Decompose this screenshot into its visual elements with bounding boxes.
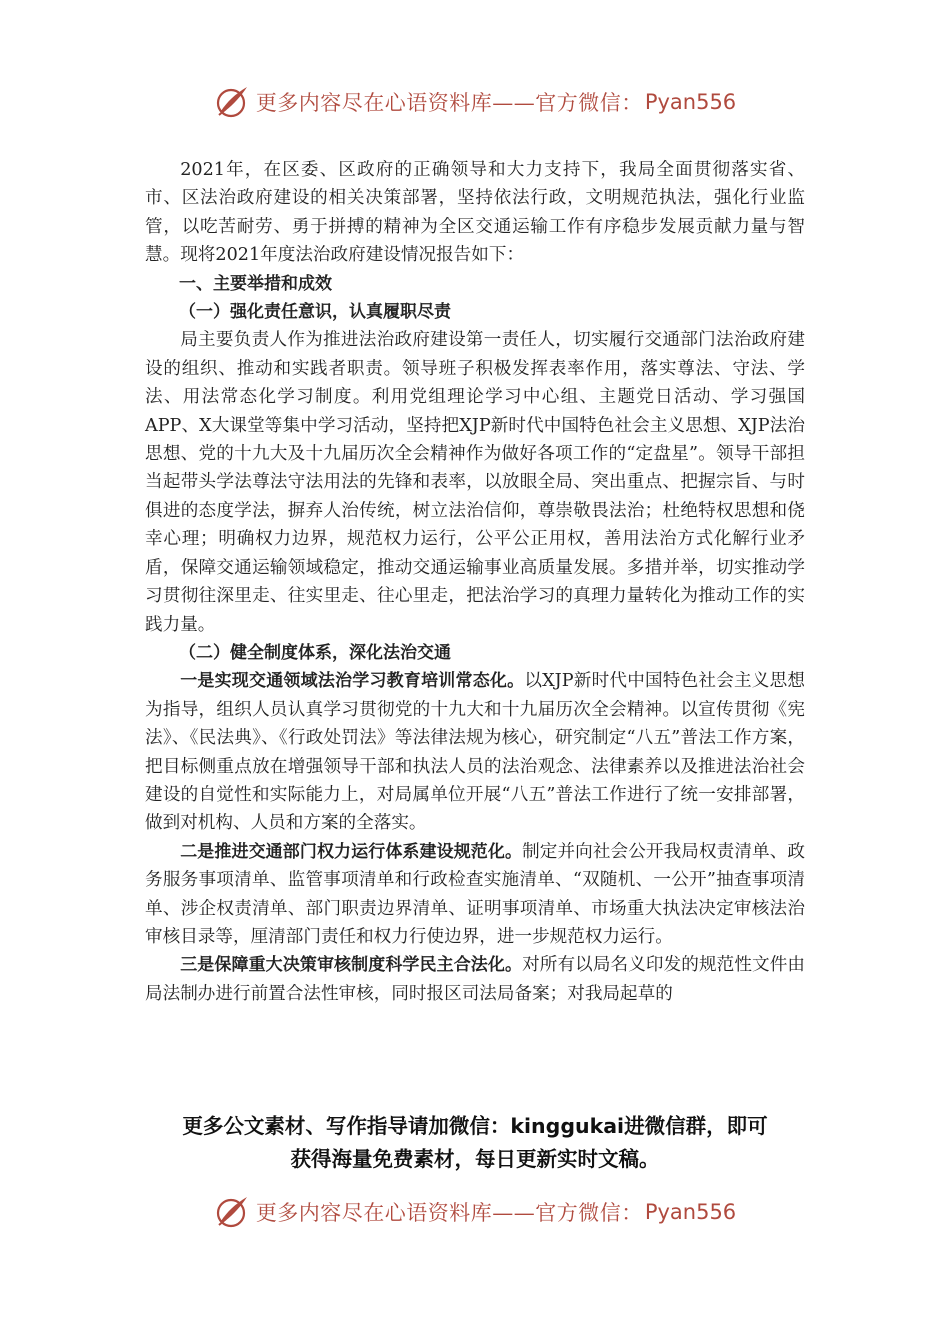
item2-lead: 二是推进交通部门权力运行体系建设规范化。: [180, 841, 523, 862]
promo-line-2: 获得海量免费素材，每日更新实时文稿。: [290, 1147, 660, 1171]
footer-banner-text: 更多内容尽在心语资料库——官方微信：: [255, 1201, 643, 1225]
promo-notice: [100, 1110, 850, 1176]
item1-body: 以XJP新时代中国特色社会主义思想为指导，组织人员认真学习贯彻党的十九大和十九届历次全会精神。以宣传贯彻《宪法》、《民法典》、《行政处罚法》等法律法规为核心，研究制定“八五”普法工作方案，把目标侧重点放在增强领导干部和执法人员的法治观念、法律素养以及推进法治社会建设的自觉性和实际能力上，对局属单位开展“八五”普法工作进行了统一安排部署，做到对机构、人员和方案的全落实。: [145, 671, 806, 834]
item3-body: 对所有以局名义印发的规范性文件由局法制办进行前置合法性审核，同时报区司法局备案；对我局起草的: [145, 955, 805, 1004]
subsection2-heading: （二）健全制度体系，深化法治交通: [179, 642, 451, 663]
item3-lead: 三是保障重大决策审核制度科学民主合法化。: [180, 955, 523, 976]
promo-line-1: 更多公文素材、写作指导请加微信：kinggukai进微信群，即可: [182, 1114, 768, 1138]
report-body: [145, 156, 805, 1008]
footer-banner-id: Pyan556: [644, 1200, 737, 1224]
section1-heading: 一、主要举措和成效: [179, 273, 332, 294]
item1-paragraph: [145, 667, 805, 837]
item2-paragraph: [145, 838, 805, 952]
header-banner-id: Pyan556: [644, 90, 737, 114]
intro-paragraph: 2021年，在区委、区政府的正确领导和大力支持下，我局全面贯彻落实省、市、区法治政府建设的相关决策部署，坚持依法行政，文明规范执法，强化行业监管，以吃苦耐劳、勇于拼搏的精神为全区交通运输工作有序稳步发展贡献力量与智慧。现将2021年度法治政府建设情况报告如下：: [145, 160, 805, 266]
item2-body: 制定并向社会公开我局权责清单、政务服务事项清单、监管事项清单和行政检查实施清单、“双随机、一公开”抽查事项清单、涉企权责清单、部门职责边界清单、证明事项清单、市场重大执法决定审核法治审核目录等，厘清部门责任和权力行使边界，进一步规范权力运行。: [145, 841, 805, 947]
subsection1-heading: （一）强化责任意识，认真履职尽责: [179, 302, 451, 323]
header-banner-text: 更多内容尽在心语资料库——官方微信：: [255, 91, 643, 115]
subsection1-paragraph: 局主要负责人作为推进法治政府建设第一责任人，切实履行交通部门法治政府建设的组织、推动和实践者职责。领导班子积极发挥表率作用，落实尊法、守法、学法、用法常态化学习制度。利用党组理论学习中心组、主题党日活动、学习强国APP、X大课堂等集中学习活动，坚持把XJP新时代中国特色社会主义思想、XJP法治思想、党的十九大及十九届历次全会精神作为做好各项工作的“定盘星”。领导干部担当起带头学法尊法守法用法的先锋和表率，以放眼全局、突出重点、把握宗旨、与时俱进的态度学法，摒弃人治传统，树立法治信仰，尊崇敬畏法治；杜绝特权思想和侥幸心理；明确权力边界，规范权力运行，公平公正用权，善用法治方式化解行业矛盾，保障交通运输领域稳定，推动交通运输事业高质量发展。多措并举，切实推动学习贯彻往深里走、往实里走、往心里走，把法治学习的真理力量转化为推动工作的实践力量。: [145, 330, 805, 635]
item3-paragraph: [145, 951, 805, 1008]
quill-logo-icon: [214, 1194, 250, 1230]
quill-logo-icon: [214, 84, 250, 120]
header-watermark-banner: [0, 80, 950, 124]
footer-watermark-banner: [0, 1190, 950, 1234]
item1-lead: 一是实现交通领域法治学习教育培训常态化。: [180, 671, 525, 692]
